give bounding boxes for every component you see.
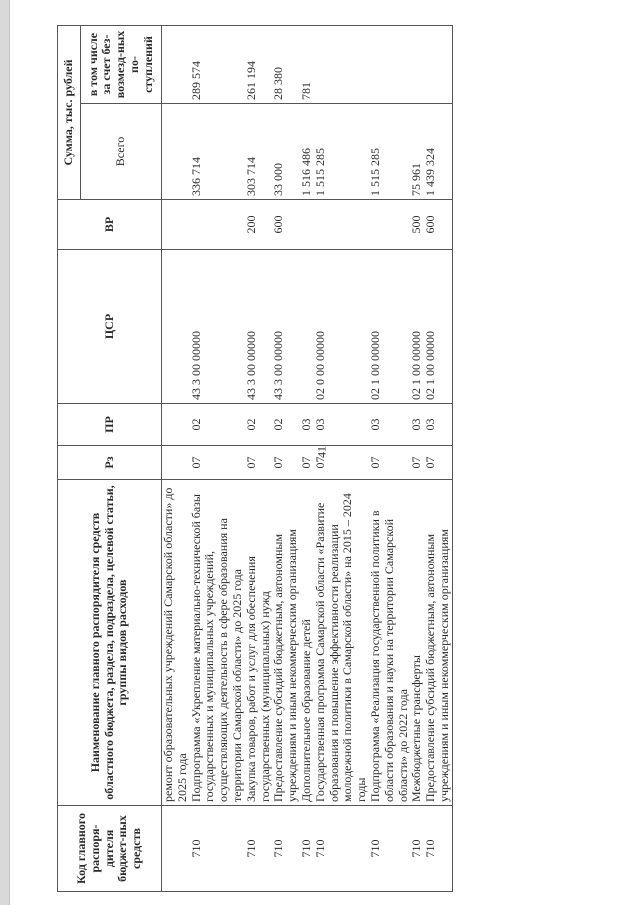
cell-vr: 600 — [272, 200, 300, 250]
header-csr: ЦСР — [58, 250, 162, 404]
scan-edge — [0, 0, 10, 905]
cell-csr — [300, 250, 314, 404]
cell-code — [162, 806, 190, 892]
cell-code: 710 — [314, 806, 369, 892]
cell-csr: 02 1 00 00000 — [410, 250, 424, 404]
cell-name: Подпрограмма «Реализация государственной политики в области образования и науки на территории Самарской области» до 2022 года — [369, 480, 410, 806]
cell-rz: 07 — [272, 446, 300, 480]
budget-table — [57, 25, 453, 892]
cell-rz: 07 — [190, 446, 245, 480]
cell-pr: 03 — [300, 404, 314, 446]
cell-total: 75 961 — [410, 104, 424, 200]
cell-csr: 43 3 00 00000 — [190, 250, 245, 404]
cell-csr: 43 3 00 00000 — [272, 250, 300, 404]
cell-gratuitous: 289 574 — [190, 25, 245, 103]
cell-code: 710 — [424, 806, 452, 892]
cell-name: ремонт образовательных учреждений Самарской области» до 2025 года — [162, 480, 190, 806]
cell-pr: 02 — [245, 404, 273, 446]
cell-vr — [314, 200, 369, 250]
cell-total: 1 439 324 — [424, 104, 452, 200]
cell-pr: 02 — [190, 404, 245, 446]
header-rz: Рз — [58, 446, 162, 480]
cell-name: Предоставление субсидий бюджетным, автономным учреждениям и иным некоммерческим организациям — [424, 480, 452, 806]
cell-vr — [369, 200, 410, 250]
cell-total: 303 714 — [245, 104, 273, 200]
table-row — [424, 25, 452, 891]
cell-code: 710 — [245, 806, 273, 892]
cell-code: 710 — [369, 806, 410, 892]
cell-csr: 02 1 00 00000 — [369, 250, 410, 404]
cell-pr: 03 — [314, 404, 369, 446]
cell-csr: 43 3 00 00000 — [245, 250, 273, 404]
cell-name: Закупка товаров, работ и услуг для обеспечения государственных (муниципальных) нужд — [245, 480, 273, 806]
cell-gratuitous: 261 194 — [245, 25, 273, 103]
header-pr: ПР — [58, 404, 162, 446]
cell-name: Государственная программа Самарской области «Развитие образования и повышение эффективности реализации молодежной политики в Самарской области» на 2015 – 2024 годы — [314, 480, 369, 806]
cell-total: 33 000 — [272, 104, 300, 200]
page-number: 41 — [314, 446, 329, 458]
header-vr: ВР — [58, 200, 162, 250]
cell-gratuitous — [410, 25, 424, 103]
table-row — [369, 25, 410, 891]
cell-rz: 07 — [245, 446, 273, 480]
cell-vr — [162, 200, 190, 250]
cell-pr — [162, 404, 190, 446]
cell-total: 336 714 — [190, 104, 245, 200]
cell-gratuitous — [162, 25, 190, 103]
cell-code: 710 — [272, 806, 300, 892]
cell-gratuitous — [314, 25, 369, 103]
table-row — [314, 25, 369, 891]
cell-vr: 500 — [410, 200, 424, 250]
table-row — [300, 25, 314, 891]
cell-vr: 200 — [245, 200, 273, 250]
table-row — [410, 25, 424, 891]
cell-vr — [300, 200, 314, 250]
header-row — [58, 25, 81, 891]
rotated-page — [57, 26, 585, 892]
cell-rz: 07 — [300, 446, 314, 480]
cell-code: 710 — [190, 806, 245, 892]
header-sum-group: Сумма, тыс. рублей — [58, 25, 81, 199]
table-row — [190, 25, 245, 891]
cell-csr: 02 1 00 00000 — [424, 250, 452, 404]
cell-total: 1 515 285 — [314, 104, 369, 200]
cell-rz: 07 — [410, 446, 424, 480]
cell-vr: 600 — [424, 200, 452, 250]
header-name: Наименование главного распорядителя средств областного бюджета, раздела, подраздела, целевой статьи, группы видов расходов — [58, 480, 162, 806]
header-total: Всего — [81, 104, 162, 200]
cell-rz — [162, 446, 190, 480]
cell-rz: 07 — [424, 446, 452, 480]
cell-gratuitous: 781 — [300, 25, 314, 103]
cell-name: Межбюджетные трансферты — [410, 480, 424, 806]
cell-gratuitous: 28 380 — [272, 25, 300, 103]
cell-csr — [162, 250, 190, 404]
cell-gratuitous — [424, 25, 452, 103]
cell-code: 710 — [300, 806, 314, 892]
cell-rz: 07 — [369, 446, 410, 480]
table-row — [162, 25, 190, 891]
cell-vr — [190, 200, 245, 250]
header-code: Код главного распоря-дителя бюджет-ных средств — [58, 806, 162, 892]
cell-rz: 07 — [314, 446, 369, 480]
cell-gratuitous — [369, 25, 410, 103]
cell-name: Дополнительное образование детей — [300, 480, 314, 806]
cell-csr: 02 0 00 00000 — [314, 250, 369, 404]
header-gratuitous: в том числе за счет без-возмезд-ных по-ступлений — [81, 25, 162, 103]
cell-total: 1 515 285 — [369, 104, 410, 200]
cell-total — [162, 104, 190, 200]
cell-pr: 03 — [410, 404, 424, 446]
cell-name: Подпрограмма «Укрепление материально-технической базы государственных и муниципальных учреждений, осуществляющих деятельность в сфере образования на территории Самарской области» до 2025 года — [190, 480, 245, 806]
table-row — [245, 25, 273, 891]
cell-total: 1 516 486 — [300, 104, 314, 200]
table-row — [272, 25, 300, 891]
cell-code: 710 — [410, 806, 424, 892]
cell-name: Предоставление субсидий бюджетным, автономным учреждениям и иным некоммерческим организациям — [272, 480, 300, 806]
cell-pr: 02 — [272, 404, 300, 446]
cell-pr: 03 — [424, 404, 452, 446]
cell-pr: 03 — [369, 404, 410, 446]
